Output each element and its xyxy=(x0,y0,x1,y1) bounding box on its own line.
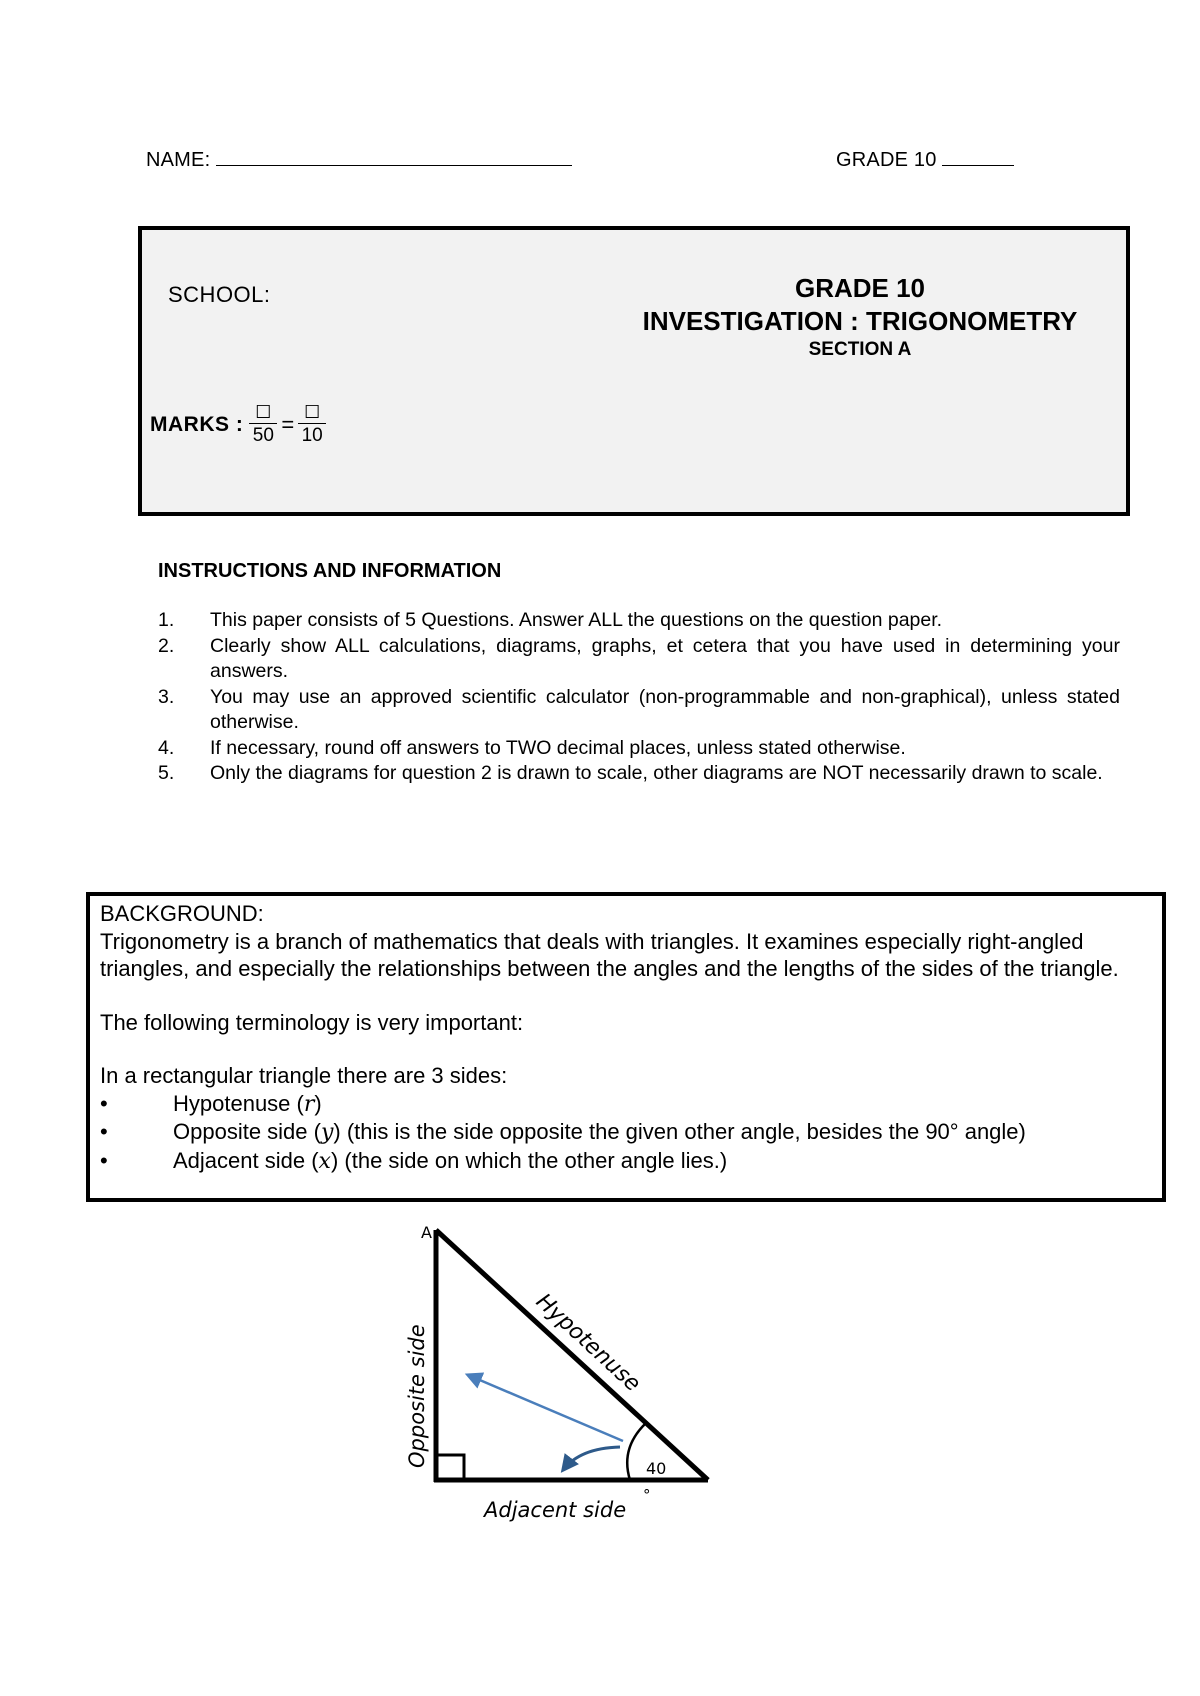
right-angle-icon xyxy=(436,1455,464,1480)
angle-arc-icon xyxy=(627,1423,646,1480)
marks-label: MARKS : xyxy=(150,412,244,436)
opposite-side-label: Opposite side xyxy=(405,1324,429,1468)
hypotenuse-line xyxy=(436,1230,708,1480)
investigation-title: INVESTIGATION : TRIGONOMETRY xyxy=(642,306,1078,336)
bullet-adjacent: • Adjacent side (x) (the side on which the other angle lies.) xyxy=(100,1147,728,1174)
background-heading: BACKGROUND: xyxy=(100,901,264,926)
vertex-label: A xyxy=(421,1223,432,1242)
bullet-icon: • xyxy=(100,1147,108,1173)
marks-placeholder-box[interactable]: ☐ xyxy=(255,402,272,422)
marks-total-10: 10 xyxy=(301,425,323,446)
marks-placeholder-box[interactable]: ☐ xyxy=(304,402,321,422)
marks-total-50: 50 xyxy=(252,425,274,446)
instruction-item: 2. Clearly show ALL calculations, diagrams, graphs, et cetera that you have used in determining your answers. xyxy=(158,634,1120,682)
arrow-icon xyxy=(468,1375,623,1441)
hypotenuse-label: Hypotenuse xyxy=(530,1289,646,1397)
grade-label: GRADE 10 xyxy=(836,149,937,171)
instruction-item: 3. You may use an approved scientific calculator (non-programmable and non-graphical), unless stated otherwise. xyxy=(158,685,1120,733)
school-label: SCHOOL: xyxy=(168,282,271,307)
section-title: SECTION A xyxy=(808,339,912,360)
curved-arrow-icon xyxy=(563,1447,620,1470)
grade-title: GRADE 10 xyxy=(794,273,926,303)
equals-sign: = xyxy=(281,411,295,437)
bullet-icon: • xyxy=(100,1119,108,1144)
instruction-item: 5. Only the diagrams for question 2 is drawn to scale, other diagrams are NOT necessarily drawn to scale. xyxy=(158,762,1103,784)
instructions-title: INSTRUCTIONS AND INFORMATION xyxy=(158,560,502,582)
background-paragraph: Trigonometry is a branch of mathematics that deals with triangles. It examines especially right-angled triangles, and especially the relationships between the angles and the lengths of the sides of the triangle. xyxy=(100,928,1119,981)
angle-value: 40 xyxy=(646,1459,667,1478)
sides-intro: In a rectangular triangle there are 3 sides: xyxy=(100,1063,508,1088)
bullet-hypotenuse: • Hypotenuse (r) xyxy=(100,1090,322,1117)
instruction-item: 1. This paper consists of 5 Questions. Answer ALL the questions on the question paper. xyxy=(158,609,943,631)
terminology-line: The following terminology is very important: xyxy=(100,1009,524,1035)
name-label: NAME: xyxy=(146,149,211,171)
adjacent-side-label: Adjacent side xyxy=(484,1498,627,1522)
instruction-item: 4. If necessary, round off answers to TWO decimal places, unless stated otherwise. xyxy=(158,736,906,759)
degree-symbol: ° xyxy=(643,1486,651,1504)
bullet-opposite: • Opposite side (y) (this is the side opposite the given other angle, besides the 90° angle) xyxy=(100,1119,1026,1145)
bullet-icon: • xyxy=(100,1090,108,1116)
